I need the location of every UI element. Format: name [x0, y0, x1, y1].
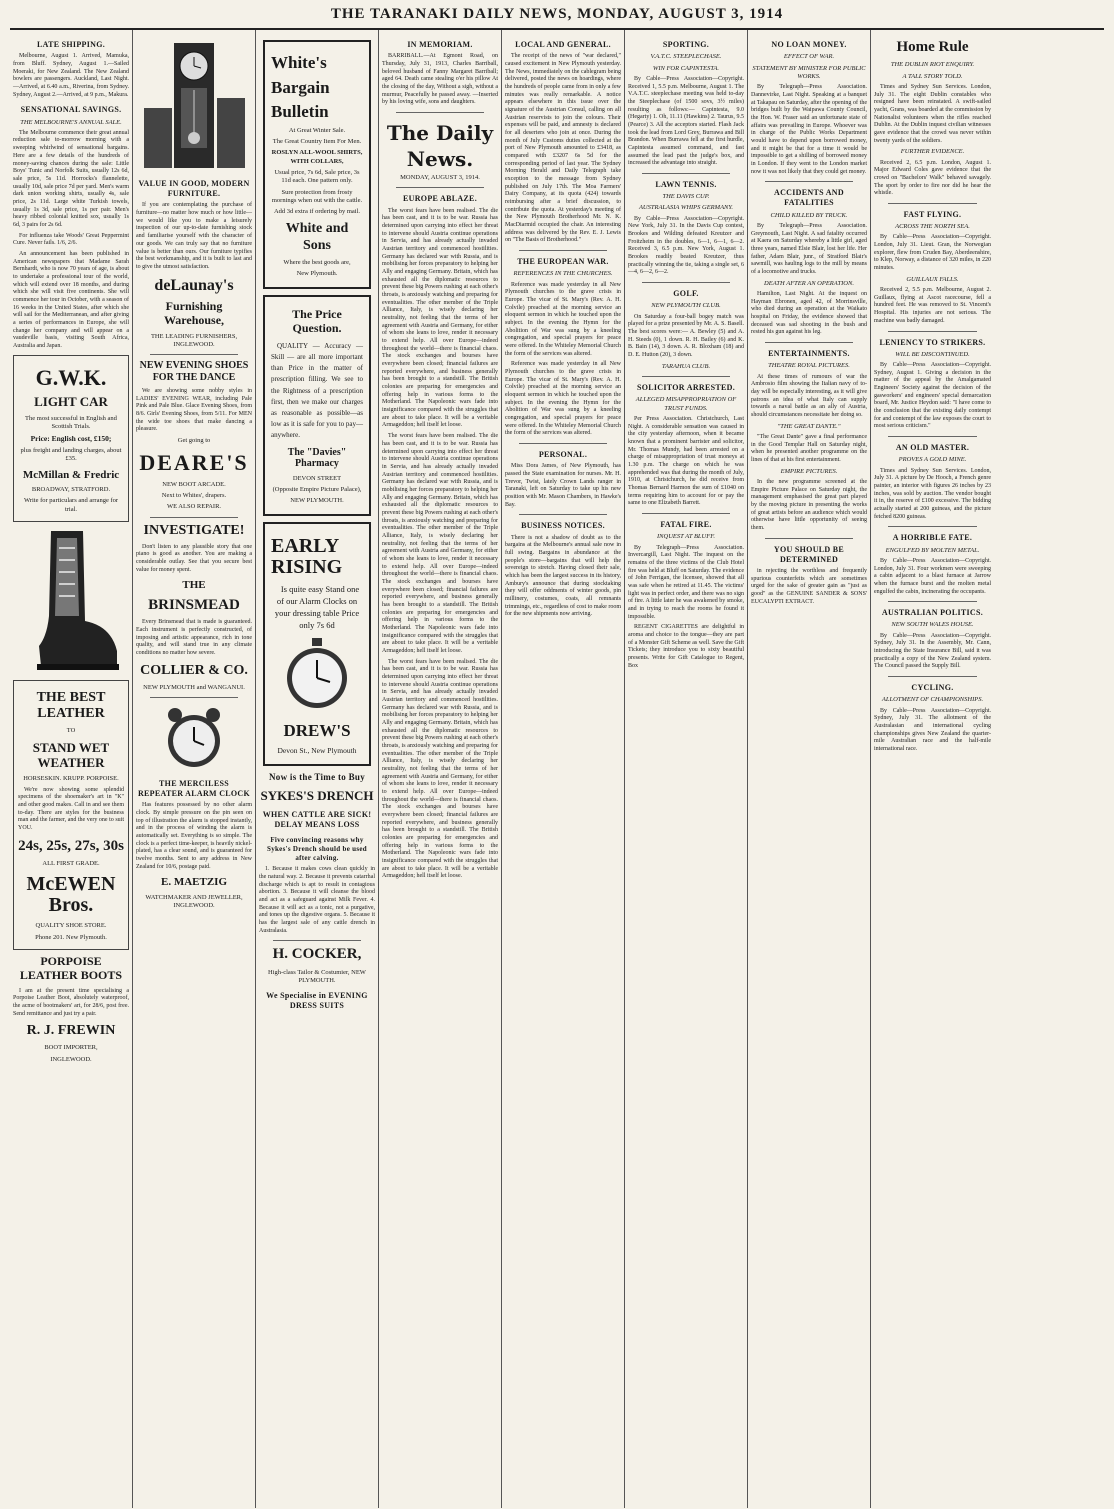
davies-np: NEW PLYMOUTH.	[290, 497, 344, 505]
solicitor-text: Per Press Association. Christchurch, Last Night. A considerable sensation was caused in the city yesterday afternoon, when it became known that a prominent barrister and solicitor, Mr. Thomas Mundy, had been arrested on a charge of misappropriation of trust moneys at 1.30 p.m. The charge on which he was apprehended was that during the month of July, 1910, at Christchurch, he did receive from Thomas Bernard Harmon the sum of £1040 on terms requiring him to account for or pay the same to one Elizabeth Barrett.	[628, 415, 744, 507]
page-masthead: THE TARANAKI DAILY NEWS, MONDAY, AUGUST 3, 1914	[10, 6, 1104, 30]
european-war-text-2: Reference was made yesterday in all New Plymouth churches to the grave crisis in Europe. The vicar of St. Mary's (Rev. A. H. Colvile) preached at the morning service an eloquent sermon in which he touched upon the subject. In the evening the Hymn for the Abolition of War was sung by a kneeling congregation, and special prayers for peace were offered. In the Whiteley Memorial Church the form of the services was altered.	[505, 361, 621, 437]
collier-name: COLLIER & CO.	[140, 662, 248, 678]
deare-repair: WE ALSO REPAIR.	[166, 503, 222, 511]
shipping-text: Melbourne, August 1. Arrived, Mamuka, from Bluff. Sydney, August 1.—Sailed Moeraki, for New Zealand. The New Zealand bowlers are passengers. Auckland, Last Night.—Arrived, at 6.40 a.m., Riverina, from Sydney. Sydney, August 2.—Arrived, at 9 p.m., Makura.	[13, 53, 129, 98]
whites-title-3: Bulletin	[271, 102, 329, 122]
dublin-heading: THE DUBLIN RIOT ENQUIRY.	[890, 61, 975, 69]
cycling-heading: CYCLING.	[911, 683, 954, 693]
europe-text-3: The worst fears have been realised. The die has been cast, and it is to be war. Russia has determined upon carrying into effect her threat to intervene should Austria continue operations in Servia, and has already actually invaded Austrian territory and commenced hostilities. Germany has declared war with Russia, and is mobilising her forces preparatory to helping her Ally and engaging Germany. Britain, which has exhausted all the diplomatic resources to prevent these big Powers rushing at each other's throats, is anxiously watching and preparing for eventualities. The other member of the Triple Alliance, Italy, is wisely declaring her neutrality, not feeling that the terms of her agreement with Austria and Germany, for either of whom she leans to love, render it necessary to extend help. All over Europe—indeed throughout the world—there is financial chaos. The stock exchanges and bourses have everywhere been closed; financial failures are reported everywhere, and business generally has been brought to a standstill. The British colonies are preparing for emergencies and offering help in various forms to the Motherland. The Napoleonic wars fade into insignificance compared with the struggles that are about to take place. It will be a veritable Armageddon; hell itself let loose.	[382, 658, 498, 880]
davis-heading: THE DAVIS CUP.	[662, 193, 710, 201]
column-6	[625, 30, 748, 1508]
whites-at: At Great Winter Sale.	[288, 126, 346, 134]
death-text: Hamilton, Last Night. At the inquest on Hayman Ebronen, aged 42, of Morrinsville, who died during an operation at the Waikato hospital on Friday, the evidence showed that deceased was sad shooting in the bush and rested his gun against his leg.	[751, 291, 867, 336]
savings-text: The Melbourne commence their great annual reduction sale to-morrow morning with a sweeping whirlwind of sensational bargains. Here are a few details of the hundreds of money-saving chances during the sale: Little Boys' Tunic and Norfolk Suits, usually 12s 6d, sale price, 5s 11d. Horrocks's flannelette, usually 10d, sale price 7d per yard. Men's warm dark union working shirts, usually 4s, sale price, 2s 11d. Large white Turkish towels, usually 1s 3d, sale price, 1s per pair. Men's heavy ribbed colonial knitted sox, usually 1s 6d, 3 pairs for 2s 6d.	[13, 129, 129, 228]
theatre-text: At these times of rumours of war the Ambrosio film showing the Italian navy of to-day will be especially interesting, as it will give patrons an idea of what Italy can supply towards a naval battle as an ally of Austria, should circumstances necessitate her doing so.	[751, 373, 867, 418]
davis-subheading: AUSTRALASIA WHIPS GERMANY.	[638, 204, 734, 212]
early-rising-heading: EARLY RISING	[271, 535, 343, 579]
boot-illustration	[21, 526, 121, 676]
frewin-name: R. J. FREWIN	[26, 1023, 116, 1039]
delaunay-warehouse: Furnishing Warehouse,	[163, 298, 225, 327]
column-8	[871, 30, 994, 1508]
leather-line3: STAND WET WEATHER	[32, 739, 110, 770]
leather-ad	[13, 680, 129, 950]
roslyn-shirts: ROSLYN ALL-WOOL SHIRTS, WITH COLLARS,	[271, 149, 363, 165]
sporting-heading: SPORTING.	[662, 40, 710, 49]
davies-pharmacy: The "Davies" Pharmacy	[287, 446, 347, 470]
porpoise-text: I am at the present time specialising a Porpoise Leather Boot, absolutely waterproof, the acme of bootmakers' art, for 28/6, post free. Send remittance and just try a pair.	[13, 987, 129, 1017]
late-shipping-heading: LATE SHIPPING.	[36, 40, 106, 49]
mcewen-address: Phone 201. New Plymouth.	[35, 933, 107, 941]
roslyn-postage: Add 3d extra if ordering by mail.	[273, 208, 361, 216]
child-text: By Telegraph—Press Association. Greymouth, Last Night. A sad fatality occurred at Kaera on Saturday whereby a little girl, aged three years, named Elsie Blair, lost her life. Her father, Adam Blair, junr., of Stratford Blair's sawmill, was hauling logs to the mill by means of a locomotive and trucks.	[751, 223, 867, 276]
old-master-heading: AN OLD MASTER.	[895, 443, 970, 453]
column-7	[748, 30, 871, 1508]
editorial-date: MONDAY, AUGUST 3, 1914.	[400, 174, 480, 182]
value-text: If you are contemplating the purchase of furniture—no matter how much or how little—we would like you to make a leisurely inspection of our up-to-date furnishing stock and familiarise yourself with the character of our goods. We can truly say that no furniture value is better than ours. Our furniture typifies the best workmanship, and it is built to last and to give the utmost satisfaction.	[136, 202, 252, 270]
gwk-title: G.W.K.	[35, 364, 107, 390]
across-heading: ACROSS THE NORTH SEA.	[895, 223, 970, 231]
evening-shoes-text: We are showing some nobby styles in LADIES' EVENING WEAR, including Pale Pink and Pale Blue. Glace Evening Shoes, from 8/6. Girls' Evening Shoes, from 5/11. For MEN the wide toe shoes that make dancing a pleasure.	[136, 388, 252, 433]
fast-text: By Cable—Press Association—Copyright. London, July 31. Lieut. Gran, the Norwegian explorer, flew from Cruden Bay, Aberdeenshire, to Klep, Norway, a distance of 320 miles, in 220 minutes.	[874, 234, 991, 272]
empire-heading: EMPIRE PICTURES.	[780, 467, 838, 475]
brinsmead-the: THE	[182, 579, 206, 592]
alarm-clock-illustration	[159, 703, 229, 773]
gwk-ad	[13, 355, 129, 522]
gwk-price: Price: English cost, £150;	[30, 434, 112, 444]
loan-heading: NO LOAN MONEY.	[771, 40, 847, 49]
tennis-heading: LAWN TENNIS.	[655, 179, 717, 189]
guillaux-text: Received 2, 5.5 p.m. Melbourne, August 2. Guillaux, flying at Ascot racecourse, fell a hundred feet. He was removed to St. Vincent's Hospital. His injuries are not serious. The machine was badly damaged.	[874, 287, 991, 324]
clock-illustration	[282, 636, 352, 716]
fatal-text: By Telegraph—Press Association. Invercargill, Last Night. The inquest on the remains of the three victims of the Club Hotel fire was held at Bluff on Saturday. The evidence of John Ferrigan, the licensee, showed that all was safe when he retired at 11.45. The victims' light was in perfect order, and there was no sign of fire. A little later he was awakened by smoke, and in trying to reach the rooms he found it impossible.	[628, 544, 744, 620]
european-war-text: Reference was made yesterday in all New Plymouth churches to the grave crisis in Europe. The vicar of St. Mary's (Rev. A. H. Colvile) preached at the morning service an eloquent sermon in which he touched upon the subject. In the evening the Hymn for the Abolition of War was sung by a kneeling congregation, and special prayers for peace were offered. In the Whiteley Memorial Church the form of the services was altered.	[505, 281, 621, 357]
maetzig-tagline: WATCHMAKER AND JEWELLER, INGLEWOOD.	[145, 894, 243, 910]
personal-heading: PERSONAL.	[538, 450, 588, 460]
golf-heading: GOLF.	[673, 289, 699, 299]
column-4	[379, 30, 502, 1508]
savings-subheading: THE MELBOURNE'S ANNUAL SALE.	[20, 118, 122, 126]
influenza-text: For influenza take Woods' Great Peppermint Cure. Never fails. 1/6, 2/6.	[13, 232, 129, 247]
europe-text: The worst fears have been realised. The die has been cast, and it is to be war. Russia has determined upon carrying into effect her threat to intervene should Austria continue operations in Servia, and has already actually invaded Austrian territory and commenced hostilities. Germany has declared war with Russia, and is mobilising her forces preparatory to helping her Ally and engaging Germany. Britain, which has exhausted all the diplomatic resources to prevent these big Powers rushing at each other's throats, is anxiously watching and preparing for eventualities. The other member of the Triple Alliance, Italy, is wisely declaring her neutrality, not feeling that the terms of her agreement with Austria and Germany, for either of whom she leans to love, render it necessary to extend help. All over Europe—indeed throughout the world—there is financial chaos. The stock exchanges and bourses have everywhere been closed; financial failures are reported everywhere, and business generally has been brought to a standstill. The British colonies are preparing for emergencies and offering help in various forms to the Motherland. The Napoleonic wars fade into insignificance compared with the struggles that are about to take place. It will be a veritable Armageddon; hell itself let loose.	[382, 207, 498, 429]
deare-next: Next to Whites', drapers.	[161, 491, 227, 499]
engulfed-heading: ENGULFED BY MOLTEN METAL.	[885, 546, 980, 554]
master-text: Times and Sydney Sun Services. London, July 31. A picture by De Hooch, a French genre painter, an interior with figures 26 inches by 23 inches, was sold by auction. The vendor bought it in, the reserve of £100 excessive. The bidding actually started at 200 guineas, and the picture fetched 8200 guineas.	[874, 467, 991, 520]
value-caption: VALUE IN GOOD, MODERN FURNITURE.	[138, 179, 250, 199]
white-and-sons: White and Sons	[285, 221, 349, 253]
deare-address: NEW BOOT ARCADE.	[162, 480, 226, 488]
columns	[10, 30, 1104, 1508]
loan-text: By Telegraph—Press Association. Dannevirke, Last Night. Speaking at a banquet at Takapau on Saturday, after the opening of the bridges built by the Waipawa County Council, the Hon. W. Fraser said an unfortunate state of affairs was prevailing in Europe. Whoever was in charge of the Public Works Department would have to depend upon borrowed money, and it might be that for a time it would be impossible to get a shilling of borrowed money in London. If they went to the London market now it was not likely that they could get money.	[751, 84, 867, 175]
price-question-text: QUALITY — Accuracy — Skill — are all more important than Price in the matter of prescription filling. We see to the Rightness of a prescription first, then we make our charges as reasonable as possible—as low as it is safe for you to pay—anywhere.	[271, 341, 363, 440]
gwk-light-car: LIGHT CAR	[34, 393, 108, 409]
column-2	[133, 30, 256, 1508]
whites-the: The Great Country Item For Men.	[272, 137, 362, 145]
nsw-text: By Cable—Press Association—Copyright. Sydney, July 31. In the Assembly, Mr. Cann, introducing the State Insurance Bill, said it was practically a copy of the New Zealand system. The Council passed the Supply Bill.	[874, 632, 991, 670]
repeater-heading: THE MERCILESS REPEATER ALARM CLOCK	[137, 778, 251, 799]
horrible-text: By Cable—Press Association—Copyright. London, July 31. Four workmen were sweeping a cabin adjacent to a blast furnace at Jarrow when the furnace burst and the molten metal engulfed the cabin, incinerating the occupants.	[874, 557, 991, 595]
bernhardt-text: An announcement has been published in American newspapers that Madame Sarah Bernhardt, who is now 70 years of age, is about to undertake a professional tour of the world, which will extend over 18 months, and during which she will visit five continents. She will commence her tour in October, with a season of 16 weeks in the United States, after which she will sail for the Mediterranean, and after giving a series of performances in Europe, she will change her company and will appear on a vaudeville basis, visiting South Africa, Australia and Japan.	[13, 250, 129, 349]
leniency-text: By Cable—Press Association—Copyright. Sydney, August 1. Giving a decision in the matter of the appeal by the Amalgamated Engineers' Society against the decision of the gasworkers' and engineers' special demarcation board, Mr. Justice Heydon said: "I have come to the conclusion that the existing daily contempt for and contempt of the law exposes the court to most serious criticism."	[874, 362, 991, 430]
gwk-tagline: The most successful in English and Scottish Trials.	[25, 414, 117, 430]
sykes-text: 1. Because it makes cows clean quickly in the natural way. 2. Because it prevents catarrhal discharge which is apt to result in contagious abortion. 3. Because it will cleanse the blood and act as a safeguard against Milk Fever. 4. Because it will act as a tonic, not a purgative, and tones up the digestive organs. 5. Because it has the largest sale of any cattle drench in Australasia.	[259, 866, 375, 934]
brinsmead-text: Every Brinsmead that is made is guaranteed. Each instrument is perfectly constructed, of imposing and artistic appearance, rich in tone quality, and will stand true in any climate conditions no matter how severe.	[136, 619, 252, 656]
loan-statement: STATEMENT BY MINISTER FOR PUBLIC WORKS.	[752, 64, 866, 80]
determined-text: in rejecting the worthless and frequently spurious counterfeits which are sometimes urged for the sake of greater gain as "just as good" as the GENUINE SANDER & SONS' EUCALYPTI EXTRACT.	[751, 568, 867, 605]
column-1	[10, 30, 133, 1508]
daily-news-masthead: The Daily News.	[386, 120, 494, 171]
death-heading: DEATH AFTER AN OPERATION.	[764, 279, 854, 287]
early-rising-ad	[263, 522, 371, 766]
evening-shoes-heading: NEW EVENING SHOES FOR THE DANCE	[139, 360, 249, 383]
price-question-ad	[263, 295, 371, 516]
whites-ad	[263, 40, 371, 289]
fatal-heading: FATAL FIRE.	[660, 519, 712, 529]
local-heading: LOCAL AND GENERAL.	[515, 40, 611, 49]
europe-heading: EUROPE ABLAZE.	[403, 194, 477, 204]
savings-heading: SENSATIONAL SAVINGS.	[20, 105, 122, 115]
tarahua-club: TARAHUA CLUB.	[661, 362, 711, 370]
mcmillan-tagline: Write for particulars and arrange for trial.	[23, 497, 119, 513]
cocker-name: H. COCKER,	[272, 946, 362, 963]
golf-club: NEW PLYMOUTH CLUB.	[651, 302, 721, 310]
evening-dress-suits: We Specialise in EVENING DRESS SUITS	[266, 991, 368, 1011]
repeater-text: Has features possessed by no other alarm clock. By simple pressure on the pin seen on top of illustration the alarm is stopped instantly, and in the process of winding the alarm is automatically set. Everything is so simple. The clock is a perfect time-keeper, is heavily nickel-plated, has a clear sound, and is guaranteed for twelve months. Sent to any address in New Zealand for 10/6, postage paid.	[136, 802, 252, 870]
leniency-heading: LENIENCY TO STRIKERS.	[879, 337, 986, 347]
drews-name: DREW'S	[283, 721, 351, 741]
personal-text: Miss Dora James, of New Plymouth, has passed the State examination for nurses. Mr. H. Trevor, Twist, lately Crown Lands ranger in Taranaki, left on Saturday to take up his new position with Mr. Mason Chambers, in Hawke's Bay.	[505, 463, 621, 508]
sykes-when: WHEN CATTLE ARE SICK! DELAY MEANS LOSS	[262, 809, 372, 830]
aus-politics-heading: AUSTRALIAN POLITICS.	[881, 608, 984, 618]
solicitor-subheading: ALLEGED MISAPPROPRIATION OF TRUST FUNDS.	[635, 396, 737, 412]
child-heading: CHILD KILLED BY TRUCK.	[770, 211, 848, 219]
further-heading: FURTHER EVIDENCE.	[900, 148, 965, 156]
cycling-text: By Cable—Press Association—Copyright. Sydney, July 31. The allotment of the Australasian and international cycling championships gives New Zealand the quarter-mile Australian race and the half-mile international race.	[874, 707, 991, 753]
column-3	[256, 30, 379, 1508]
roslyn-text: Sure protection from frosty mornings when out with the cattle.	[271, 188, 363, 204]
mcmillan-address: BROADWAY, STRATFORD.	[31, 486, 111, 494]
sykes-five: Five convincing reasons why Sykes's Drench should be used after calving.	[267, 836, 367, 863]
leather-prices: 24s, 25s, 27s, 30s	[18, 837, 124, 854]
roslyn-price: Usual price, 7s 6d, Sale price, 3s 11d each. One pattern only.	[274, 168, 360, 185]
early-rising-text: Is quite easy Stand one of our Alarm Clocks on your dressing table Price only 7s 6d	[274, 584, 360, 631]
cocker-tagline: High-class Tailor & Costumier, NEW PLYMOUTH.	[268, 968, 366, 984]
loan-subheading: EFFECT OF WAR.	[783, 53, 835, 61]
leather-text: We're now showing some splendid specimens of the shoemaker's art in "K" and other good makes. Call in and see them to-day. There are styles for the business man and the farmer, and the very one to suit YOU.	[18, 786, 124, 832]
solicitor-heading: SOLICITOR ARRESTED.	[636, 383, 736, 393]
allotment-heading: ALLOTMENT OF CHAMPIONSHIPS.	[881, 696, 984, 704]
grandfather-clock-illustration	[139, 38, 249, 173]
leather-kinds: HORSESKIN. KRUPP. PORPOISE.	[23, 775, 119, 783]
drews-address: Devon St., New Plymouth	[277, 745, 357, 755]
now-time: Now is the Time to Buy	[268, 772, 366, 783]
whites-where: Where the best goods are,	[283, 258, 351, 266]
investigate-heading: INVESTIGATE!	[143, 522, 245, 538]
frewin-address: INGLEWOOD.	[50, 1055, 92, 1063]
tall-story: A TALL STORY TOLD.	[902, 72, 963, 80]
empire-text: In the new programme screened at the Empire Picture Palace on Saturday night, the management emphasised the great part played by the moving picture in presenting the works of great artists before an audience which would otherwise have little opportunity of seeing them.	[751, 478, 867, 531]
fast-flying-heading: FAST FLYING.	[903, 209, 962, 219]
memoriam-text: BARRIBALL.—At Egmont Road, on Thursday, July 31, 1913, Charles Barriball, beloved husband of Fanny Margaret Barriball; aged 64. Death came stealing o'er his pillow At the closing of the day, Without a sigh, without a murmur, Peacefully he passed away. —Inserted by his loving wife, sons and daughters.	[382, 53, 498, 106]
brinsmead-name: BRINSMEAD	[148, 596, 240, 613]
references-heading: REFERENCES IN THE CHURCHES.	[513, 270, 613, 278]
sykes-drench: SYKES'S DRENCH	[260, 788, 374, 803]
leather-line1: THE BEST LEATHER	[36, 690, 106, 722]
gold-mine-heading: PROVES A GOLD MINE.	[898, 456, 967, 464]
deare-get-going: Get going to	[177, 437, 211, 445]
horrible-heading: A HORRIBLE FATE.	[892, 533, 973, 543]
gwk-plus: plus freight and landing charges, about £35.	[20, 446, 122, 463]
golf-text: On Saturday a four-ball bogey match was played for a prize presented by Mr. A. S. Basell. The best scores were:— A. Bewley (5) and A. H. Steeds (0), 1 down. R. H. Bailey (6) and K. B. Bain (14), 3 down. A. R. Bloxham (18) and D. E. Hutton (20), 3 down.	[628, 313, 744, 359]
europe-text-2: The worst fears have been realised. The die has been cast, and it is to be war. Russia has determined upon carrying into effect her threat to intervene should Austria continue operations in Servia, and has already actually invaded Austrian territory and commenced hostilities. Germany has declared war with Russia, and is mobilising her forces preparatory to helping her Ally and engaging Germany. Britain, which has exhausted all the diplomatic resources to prevent these big Powers rushing at each other's throats, is anxiously watching and preparing for eventualities. The other member of the Triple Alliance, Italy, is wisely declaring her neutrality, not feeling that the terms of her agreement with Austria and Germany, for either of whom she leans to love, render it necessary to extend help. All over Europe—indeed throughout the world—there is financial chaos. The stock exchanges and bourses have everywhere been closed; financial failures are reported everywhere, and business generally has been brought to a standstill. The British colonies are preparing for emergencies and offering help in various forms to the Motherland. The Napoleonic wars fade into insignificance compared with the struggles that are about to take place. It will be a veritable Armageddon; hell itself let loose.	[382, 433, 498, 654]
leather-line2: TO	[66, 727, 76, 735]
regent-text: REGENT CIGARETTES are delightful in aroma and choice to the tongue—they are part of a Monster Gift Scheme as well. Save the Gift Tickets; they introduce you to sixty beautiful presents. Write for Gift Catalogue to Regent, Box	[628, 624, 744, 669]
price-question-heading: The Price Question.	[292, 307, 342, 336]
vatc-subheading: WIN FOR CAPINTESTA.	[652, 64, 720, 72]
dante-heading: "THE GREAT DANTE."	[777, 422, 841, 430]
accidents-heading: ACCIDENTS AND FATALITIES	[774, 188, 844, 208]
guillaux-heading: GUILLAUX FALLS.	[906, 275, 959, 283]
european-war-heading: THE EUROPEAN WAR.	[517, 257, 609, 267]
home-rule-heading: Home Rule	[896, 39, 969, 55]
collier-address: NEW PLYMOUTH and WANGANUI.	[143, 683, 245, 691]
determined-heading: YOU SHOULD BE DETERMINED	[773, 544, 845, 564]
business-text: There is not a shadow of doubt as to the bargains at the Melbourne's annual sale now in full swing. Bargains in abundance at the people's store—bargains that will help the sovereign to stretch. Having closed their sale, which has been the largest success in its history, Ambury's announce that during stocktaking they will offer oddments of winter goods, pin millinery, costumes, coats, all remnants trimmings, etc., regardless of cost to make room for the new shipments now arriving.	[505, 534, 621, 618]
theatre-heading: THEATRE ROYAL PICTURES.	[768, 362, 850, 370]
porpoise-title: PORPOISE LEATHER BOOTS	[19, 953, 123, 982]
davies-opposite: (Opposite Empire Picture Palace),	[272, 485, 362, 493]
davies-address: DEVON STREET	[292, 474, 342, 482]
delaunay-name: deLaunay's	[154, 276, 234, 294]
frewin-tagline: BOOT IMPORTER,	[44, 1044, 98, 1052]
local-text: The receipt of the news of "war declared," caused excitement in New Plymouth yesterday. The News, immediately on the cablegram being delivered, posted the news on hoardings, where the hundreds of people came from in only a few minutes was really remarkable. A notice appears elsewhere in this issue over the signature of the Austrian Consul, calling on all Austrian reservists to join the colours. Their expenses will be paid, and amnesty is declared for all deserters who join at once. During the month of July Customs duties collected at the port of New Plymouth amounted to £3418, as compared with £3207 6s 5d for the corresponding period of last year. The Sydney Morning Herald and Daily Telegraph take exception to the message from Sydney published on July 17th. The Moa Farmers' Dairy Company, at its quota (424) towards reimbursing after a brief discussion, to contribute the quota. At yesterday's meeting of the New Plymouth Brotherhood Mr. N. K. MacDiarmid occupied the chair. An interesting address was delivered by the Rev. E. J. Lewis on "The Basis of Brotherhood."	[505, 53, 621, 244]
whites-title-1: White's	[271, 53, 327, 72]
further-text: Received 2, 6.5 p.m. London, August 1. Major Edward Coles gave evidence that the crowd on "Bachelors' Walk" behaved savagely. The sport by order to fire nor did he hear the whistle.	[874, 159, 991, 197]
business-heading: BUSINESS NOTICES.	[521, 521, 605, 531]
mcewen-tagline: QUALITY SHOE STORE.	[35, 922, 107, 930]
fatal-subheading: INQUEST AT BLUFF.	[657, 533, 715, 541]
mcmillan-name: McMillan & Fredric	[22, 468, 120, 481]
davis-text: By Cable—Press Association—Copyright. New York, July 31. In the Davis Cup contest, Brookes and Wilding defeated Kreutzer and Froitzheim in the doubles, 6—1, 6—1, 6—2. Received 3, 6.5 p.m. New York, August 1. Brookes readily beated Kreutzer, thus practically winning the tie, taking a single set, 6—4, 6—2, 6—2.	[628, 215, 744, 276]
column-5	[502, 30, 625, 1508]
dublin-text: Times and Sydney Sun Services. London, July 31. The eight Dublin constables who resigned have been reinstated. A swift-sailed yacht, Grans, was boarded at the commission by Nationalist volunteers when the rifles reached Dublin. At the Dublin inquest civilian witnesses gave evidence that the crowd was never within twenty yards of the soldiers.	[874, 83, 991, 144]
whites-title-2: Bargain	[271, 77, 330, 97]
dante-text: "The Great Dante" gave a final performance in the Good Templar Hall on Saturday night, when he presented another programme on the lines of that at his first entertainment.	[751, 433, 867, 463]
whites-np: New Plymouth.	[296, 269, 338, 277]
delaunay-tagline: THE LEADING FURNISHERS, INGLEWOOD.	[150, 332, 238, 348]
leather-grade: ALL FIRST GRADE.	[42, 860, 100, 868]
memoriam-heading: IN MEMORIAM.	[407, 40, 473, 49]
mcewen-name: McEWEN Bros.	[26, 873, 116, 917]
nsw-heading: NEW SOUTH WALES HOUSE.	[891, 621, 974, 629]
entertainments-heading: ENTERTAINMENTS.	[768, 349, 850, 359]
vatc-heading: V.A.T.C. STEEPLECHASE.	[650, 53, 722, 61]
discontinued-heading: WILL BE DISCONTINUED.	[895, 350, 970, 358]
vatc-text: By Cable—Press Association—Copyright. Received 1, 5.5 p.m. Melbourne, August 1. The V.A.T.C. steeplechase meeting was held to-day the Steeplechase (of 1500 sovs, 3½ miles) resulting as follows:— Capintesta, 9.0 (Hegarty) 1. Oh, 11.11 (Hawkins) 2. Taurus, 9.5 (Pearce) 3. All the acceptors started. Flash Jack took the lead from Lord Grey, Burrawa and Bill Brandon. When Burrawa fell at the first hurdle, Capintesta assumed command, and fast assumed the lead past the judge's box, and increased the advantage into straight.	[628, 75, 744, 167]
maetzig-name: E. MAETZIG	[160, 876, 227, 889]
deare-name: DEARE'S	[139, 450, 249, 476]
investigate-text: Don't listen to any plausible story that one piano is good as another. You are making a considerable outlay. See that you secure best value for money spent.	[136, 543, 252, 573]
